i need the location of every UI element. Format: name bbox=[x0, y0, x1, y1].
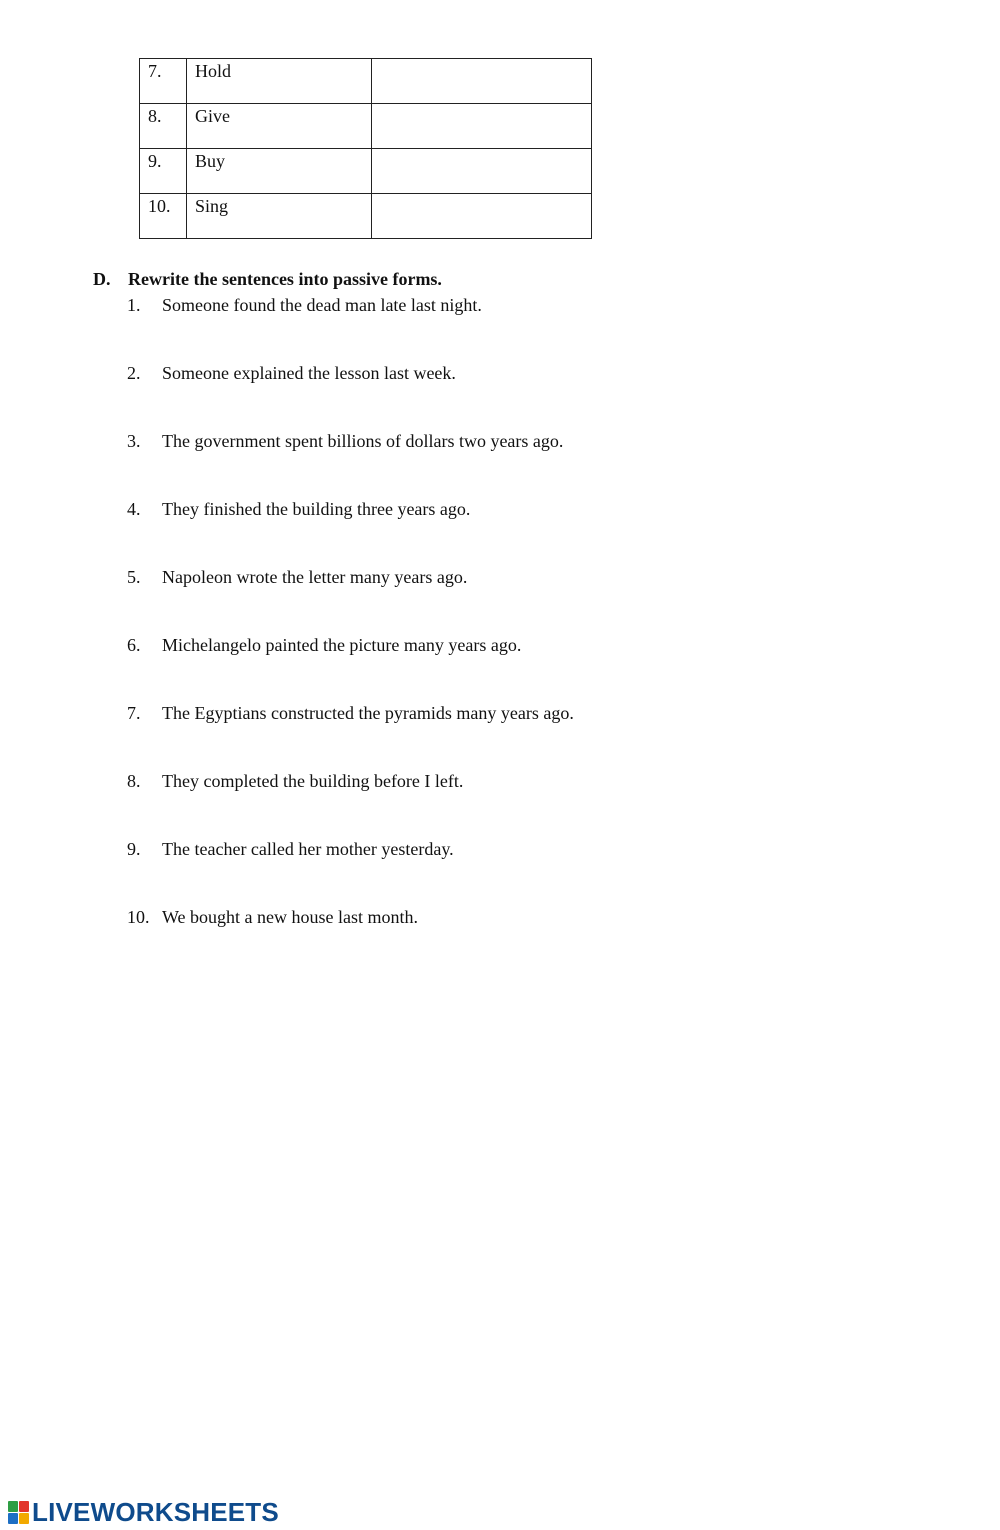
sentence-number: 7. bbox=[127, 703, 141, 723]
list-item bbox=[127, 771, 574, 839]
sentence-number: 10. bbox=[127, 907, 150, 927]
table-row bbox=[140, 104, 592, 149]
table-row bbox=[140, 59, 592, 104]
verb-table bbox=[139, 58, 592, 239]
answer-cell[interactable] bbox=[372, 59, 592, 104]
list-item bbox=[127, 635, 574, 703]
section-instruction: Rewrite the sentences into passive forms. bbox=[128, 269, 442, 289]
logo-square-blue bbox=[8, 1513, 18, 1524]
sentence-text: Napoleon wrote the letter many years ago. bbox=[162, 567, 468, 587]
sentence-number: 5. bbox=[127, 567, 141, 587]
verb-cell: Hold bbox=[187, 59, 372, 104]
verb-cell: Give bbox=[187, 104, 372, 149]
logo-square-yellow bbox=[19, 1513, 29, 1524]
logo-square-red bbox=[19, 1501, 29, 1512]
verb-cell: Buy bbox=[187, 149, 372, 194]
sentence-number: 2. bbox=[127, 363, 141, 383]
sentence-text: They finished the building three years ago. bbox=[162, 499, 471, 519]
sentence-number: 6. bbox=[127, 635, 141, 655]
list-item bbox=[127, 499, 574, 567]
logo-square-green bbox=[8, 1501, 18, 1512]
sentence-number: 9. bbox=[127, 839, 141, 859]
sentence-number: 4. bbox=[127, 499, 141, 519]
sentence-number: 8. bbox=[127, 771, 141, 791]
sentence-text: The government spent billions of dollars two years ago. bbox=[162, 431, 564, 451]
row-number: 7. bbox=[140, 59, 187, 104]
sentence-text: We bought a new house last month. bbox=[162, 907, 419, 927]
sentence-text: Someone found the dead man late last night. bbox=[162, 295, 482, 315]
verb-cell: Sing bbox=[187, 194, 372, 239]
list-item bbox=[127, 567, 574, 635]
row-number: 10. bbox=[140, 194, 187, 239]
sentence-number: 3. bbox=[127, 431, 141, 451]
liveworksheets-logo bbox=[8, 1497, 279, 1528]
sentence-list bbox=[127, 295, 574, 975]
row-number: 9. bbox=[140, 149, 187, 194]
answer-cell[interactable] bbox=[372, 194, 592, 239]
list-item bbox=[127, 907, 574, 975]
sentence-text: Michelangelo painted the picture many years ago. bbox=[162, 635, 522, 655]
table-row bbox=[140, 149, 592, 194]
sentence-text: They completed the building before I left. bbox=[162, 771, 464, 791]
answer-cell[interactable] bbox=[372, 104, 592, 149]
answer-cell[interactable] bbox=[372, 149, 592, 194]
row-number: 8. bbox=[140, 104, 187, 149]
sentence-text: The teacher called her mother yesterday. bbox=[162, 839, 454, 859]
list-item bbox=[127, 703, 574, 771]
list-item bbox=[127, 295, 574, 363]
logo-grid-icon bbox=[8, 1501, 29, 1524]
list-item bbox=[127, 431, 574, 499]
section-letter: D. bbox=[93, 269, 111, 289]
list-item bbox=[127, 839, 574, 907]
list-item bbox=[127, 363, 574, 431]
sentence-text: The Egyptians constructed the pyramids many years ago. bbox=[162, 703, 574, 723]
section-d-heading bbox=[93, 269, 442, 290]
logo-text: LIVEWORKSHEETS bbox=[32, 1497, 279, 1527]
sentence-text: Someone explained the lesson last week. bbox=[162, 363, 456, 383]
sentence-number: 1. bbox=[127, 295, 141, 315]
table-row bbox=[140, 194, 592, 239]
